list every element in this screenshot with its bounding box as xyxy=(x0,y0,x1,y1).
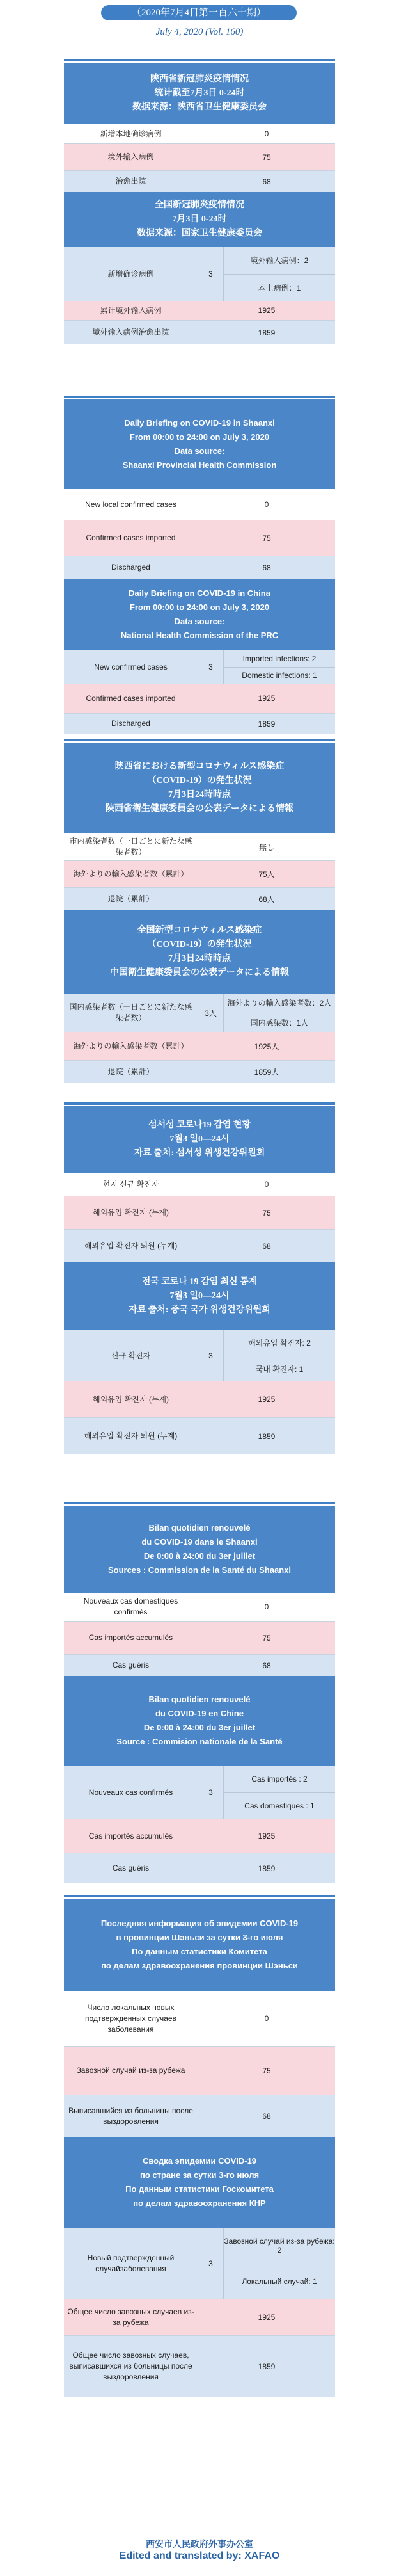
title-line: du COVID-19 en Chine xyxy=(155,1709,244,1718)
title-line: De 0:00 à 24:00 du 3er juillet xyxy=(143,1551,256,1561)
row-value: 1925 xyxy=(258,306,276,315)
china-new-cases xyxy=(64,247,335,301)
row-value: 75 xyxy=(262,1633,271,1643)
row-label: 해외유입 확진자 (누계) xyxy=(64,1196,198,1229)
shaanxi-row xyxy=(64,1654,335,1676)
shaanxi-row xyxy=(64,833,335,860)
shaanxi-row xyxy=(64,556,335,579)
row-label: Cas guéris xyxy=(64,1853,198,1883)
row-value: 68 xyxy=(262,2111,271,2121)
title-line: 7月3日24時時点 xyxy=(168,954,231,963)
row-value: 0 xyxy=(264,1602,269,1611)
row-label: 累计境外输入病例 xyxy=(64,301,198,320)
china-row xyxy=(64,2299,335,2335)
shaanxi-row xyxy=(64,489,335,520)
title-line: 7월3 일0—24시 xyxy=(169,1291,230,1301)
shaanxi-title xyxy=(64,1506,335,1593)
shaanxi-title xyxy=(64,63,335,124)
row-label: Общее число завозных случаев, выписавшихся из больницы после выздоровления xyxy=(64,2336,198,2397)
title-line: Source : Commision nationale de la Santé xyxy=(116,1737,283,1746)
row-value: 75 xyxy=(262,1208,271,1218)
shaanxi-row xyxy=(64,1196,335,1229)
title-line: Bilan quotidien renouvelé xyxy=(148,1695,251,1704)
title-line: 统计截至7月3日 0-24时 xyxy=(154,88,245,98)
title-line: 7월3 일0—24시 xyxy=(169,1134,230,1144)
title-line: Daily Briefing on COVID-19 in China xyxy=(129,588,270,598)
row-value: 1859 xyxy=(258,328,276,337)
title-line: Sources : Commission de la Santé du Shaanxi xyxy=(107,1565,292,1575)
china-title xyxy=(64,1676,335,1766)
china-new-cases xyxy=(64,1330,335,1381)
row-value: 75 xyxy=(262,533,271,543)
shaanxi-title xyxy=(64,399,335,489)
row-label: 境外输入病例 xyxy=(64,144,198,170)
section-ko xyxy=(64,1106,335,1454)
china-title xyxy=(64,1262,335,1330)
row-label: 治愈出院 xyxy=(64,171,198,192)
title-line: （COVID-19）の発生状況 xyxy=(147,776,252,785)
title-line: Daily Briefing on COVID-19 in Shaanxi xyxy=(124,418,275,428)
row-label: 退院（累計） xyxy=(64,1061,198,1083)
breakdown-value: Cas importés : 2 xyxy=(251,1774,308,1783)
row-value: 68 xyxy=(262,1661,271,1670)
row-value: 3人 xyxy=(198,994,224,1032)
row-label: 新增本地确诊病例 xyxy=(64,124,198,143)
section-divider xyxy=(64,396,335,398)
title-line: 陕西省衛生健康委員会の公表データによる情報 xyxy=(106,804,293,814)
section-ru xyxy=(64,1899,335,2397)
shaanxi-row xyxy=(64,1593,335,1621)
section-fr xyxy=(64,1506,335,1883)
row-label: Confirmed cases imported xyxy=(64,520,198,556)
row-label: Общее число завозных случаев из-за рубежа xyxy=(64,2299,198,2335)
shaanxi-title xyxy=(64,1899,335,1991)
title-line: 전국 코로나 19 감염 최신 통계 xyxy=(141,1277,258,1287)
breakdown-value: 境外输入病例：2 xyxy=(250,256,309,266)
shaanxi-row xyxy=(64,1991,335,2046)
row-value: 68 xyxy=(262,563,271,572)
row-label: 海外よりの輸入感染者数（累計） xyxy=(64,861,198,887)
title-line: 7月3日 0-24时 xyxy=(172,214,227,224)
breakdown-value: Cas domestiques : 1 xyxy=(224,1792,335,1820)
section-divider xyxy=(64,739,335,741)
shaanxi-row xyxy=(64,1173,335,1196)
breakdown-value: 해외유입 확진자: 2 xyxy=(248,1339,311,1348)
china-new-cases xyxy=(64,1766,335,1819)
row-value: 3 xyxy=(198,2228,224,2299)
row-label: Завозной случай из-за рубежа xyxy=(64,2047,198,2095)
row-value: 0 xyxy=(264,500,269,509)
row-label: 新增确诊病例 xyxy=(64,247,198,301)
china-row xyxy=(64,1060,335,1083)
shaanxi-row xyxy=(64,1229,335,1262)
row-value: 1859人 xyxy=(254,1068,279,1077)
china-title xyxy=(64,192,335,247)
row-value: 1859 xyxy=(258,1431,276,1441)
title-line: De 0:00 à 24:00 du 3er juillet xyxy=(143,1723,256,1732)
china-title xyxy=(64,2137,335,2228)
row-value: 0 xyxy=(264,2014,269,2023)
row-label: 海外よりの輸入感染者数（累計） xyxy=(64,1032,198,1060)
china-row xyxy=(64,1417,335,1454)
row-label: 市内感染者数（一日ごとに新たな感染者数） xyxy=(64,833,198,860)
title-line: По данным статистики Госкомитета xyxy=(125,2184,274,2194)
title-line: Bilan quotidien renouvelé xyxy=(148,1523,251,1533)
shaanxi-title xyxy=(64,1106,335,1173)
row-value: 3 xyxy=(198,247,224,301)
title-line: From 00:00 to 24:00 on July 3, 2020 xyxy=(129,602,270,612)
row-label: Discharged xyxy=(64,714,198,734)
row-value: 1925人 xyxy=(254,1042,279,1051)
title-line: Data source: xyxy=(174,616,225,626)
section-divider xyxy=(64,1102,335,1105)
title-line: 全国新型コロナウィルス感染症 xyxy=(137,926,262,935)
section-zh xyxy=(64,63,335,344)
shaanxi-row xyxy=(64,2095,335,2137)
section-en xyxy=(64,399,335,734)
shaanxi-row xyxy=(64,170,335,192)
shaanxi-row xyxy=(64,860,335,887)
title-line: du COVID-19 dans le Shaanxi xyxy=(141,1537,258,1547)
title-line: From 00:00 to 24:00 on July 3, 2020 xyxy=(129,432,270,442)
row-label: Cas importés accumulés xyxy=(64,1819,198,1853)
row-label: 해외유입 확진자 (누계) xyxy=(64,1381,198,1417)
row-value: 1859 xyxy=(258,2362,276,2371)
row-value: 0 xyxy=(264,129,269,138)
china-new-cases xyxy=(64,2228,335,2299)
footer-credit: Edited and translated by: XAFAO xyxy=(119,2550,280,2561)
row-label: Выписавшийся из больницы после выздоровления xyxy=(64,2095,198,2137)
row-label: New confirmed cases xyxy=(64,650,198,684)
row-value: 75 xyxy=(262,2066,271,2075)
row-label: 退院（累計） xyxy=(64,888,198,910)
title-line: в провинции Шэньси за сутки 3-го июля xyxy=(116,1933,283,1942)
title-line: 자료 출처: 중국 국가 위생건강위원회 xyxy=(129,1305,270,1315)
row-value: 68人 xyxy=(258,895,275,904)
row-value: 1925 xyxy=(258,694,276,703)
title-line: 全国新冠肺炎疫情情况 xyxy=(155,200,244,210)
row-value: 1925 xyxy=(258,1395,276,1404)
row-label: New local confirmed cases xyxy=(64,489,198,520)
issue-banner: （2020年7月4日第一百六十期） xyxy=(101,5,297,20)
china-title xyxy=(64,579,335,650)
row-label: Cas guéris xyxy=(64,1655,198,1676)
row-value: 1925 xyxy=(258,1831,276,1840)
row-label: Discharged xyxy=(64,556,198,579)
title-line: по делам здравоохранения КНР xyxy=(133,2198,266,2208)
breakdown-value: 本土病例：1 xyxy=(224,274,335,302)
row-value: 0 xyxy=(264,1180,269,1189)
section-ja xyxy=(64,743,335,1083)
title-line: по стране за сутки 3-го июля xyxy=(139,2170,260,2180)
row-label: 国内感染者数（一日ごとに新たな感染者数） xyxy=(64,994,198,1032)
section-divider xyxy=(64,59,335,61)
shaanxi-row xyxy=(64,143,335,170)
shaanxi-title xyxy=(64,743,335,833)
row-label: 해외유입 확진자 퇴원 (누계) xyxy=(64,1418,198,1454)
title-line: 中国衛生健康委員会の公表データによる情報 xyxy=(110,968,289,978)
title-line: Shaanxi Provincial Health Commission xyxy=(122,460,277,470)
china-row xyxy=(64,1032,335,1060)
title-line: 数据来源：陕西省卫生健康委员会 xyxy=(132,102,267,112)
china-title xyxy=(64,910,335,994)
row-label: 신규 확진자 xyxy=(64,1330,198,1381)
row-value: 3 xyxy=(198,1330,224,1381)
breakdown-value: 국내 확진자: 1 xyxy=(224,1356,335,1382)
row-label: Confirmed cases imported xyxy=(64,684,198,713)
section-divider xyxy=(64,1502,335,1504)
title-line: 陕西省新冠肺炎疫情情况 xyxy=(150,74,249,84)
row-value: 75 xyxy=(262,152,271,162)
row-value: 68 xyxy=(262,177,271,186)
row-label: Число локальных новых подтвержденных случаев заболевания xyxy=(64,1991,198,2046)
row-label: Новый подтвержденный случайзаболевания xyxy=(64,2228,198,2299)
title-line: Последняя информация об эпидемии COVID-19 xyxy=(100,1919,299,1928)
title-line: （COVID-19）の発生状況 xyxy=(147,940,252,949)
breakdown-value: Domestic infections: 1 xyxy=(224,667,335,684)
breakdown-value: Завозной случай из-за рубежа: 2 xyxy=(224,2236,335,2255)
shaanxi-row xyxy=(64,2046,335,2095)
shaanxi-row xyxy=(64,1621,335,1654)
china-row xyxy=(64,2335,335,2397)
row-value: 75人 xyxy=(258,870,275,879)
breakdown-value: 海外よりの輸入感染者数：2人 xyxy=(227,999,332,1008)
title-line: 자료 출처: 섬서성 위생건강위원회 xyxy=(134,1148,265,1158)
footer-org: 西安市人民政府外事办公室 xyxy=(146,2540,253,2550)
row-label: Nouveaux cas domestiques confirmés xyxy=(64,1593,198,1621)
row-label: Cas importés accumulés xyxy=(64,1622,198,1654)
breakdown-value: Imported infections: 2 xyxy=(242,654,317,663)
row-value: 3 xyxy=(198,650,224,684)
china-row xyxy=(64,684,335,713)
row-value: 1859 xyxy=(258,719,276,729)
row-value: 1925 xyxy=(258,2313,276,2322)
china-row xyxy=(64,1853,335,1883)
title-line: 섬서성 코로나19 감염 현황 xyxy=(148,1120,251,1130)
row-label: Nouveaux cas confirmés xyxy=(64,1766,198,1819)
shaanxi-row xyxy=(64,124,335,143)
title-line: По данным статистики Комитета xyxy=(132,1947,267,1956)
row-label: 境外输入病例治愈出院 xyxy=(64,321,198,344)
china-row xyxy=(64,301,335,320)
breakdown-value: 国内感染数：1人 xyxy=(224,1013,335,1033)
row-value: 3 xyxy=(198,1766,224,1819)
row-value: 1859 xyxy=(258,1864,276,1873)
row-value: 無し xyxy=(258,842,274,852)
china-row xyxy=(64,713,335,734)
title-line: 数据来源：国家卫生健康委员会 xyxy=(137,229,262,238)
title-line: по делам здравоохранения провинции Шэньси xyxy=(101,1961,298,1970)
row-value: 68 xyxy=(262,1241,271,1251)
china-new-cases xyxy=(64,650,335,684)
title-line: National Health Commission of the PRC xyxy=(120,631,279,640)
shaanxi-row xyxy=(64,520,335,556)
title-line: 7月3日24時時点 xyxy=(168,790,231,800)
title-line: Data source: xyxy=(174,446,225,456)
row-label: 해외유입 확진자 퇴원 (누계) xyxy=(64,1230,198,1262)
shaanxi-row xyxy=(64,887,335,910)
section-divider xyxy=(64,1895,335,1897)
row-label: 현지 신규 확진자 xyxy=(64,1173,198,1196)
breakdown-value: Локальный случай: 1 xyxy=(224,2264,335,2300)
china-row xyxy=(64,1381,335,1417)
title-line: Сводка эпидемии COVID-19 xyxy=(142,2156,257,2166)
title-line: 陕西省における新型コロナウィルス感染症 xyxy=(114,762,285,771)
china-row xyxy=(64,1819,335,1853)
issue-date: July 4, 2020 (Vol. 160) xyxy=(155,27,244,37)
china-new-cases xyxy=(64,994,335,1032)
china-row xyxy=(64,320,335,344)
